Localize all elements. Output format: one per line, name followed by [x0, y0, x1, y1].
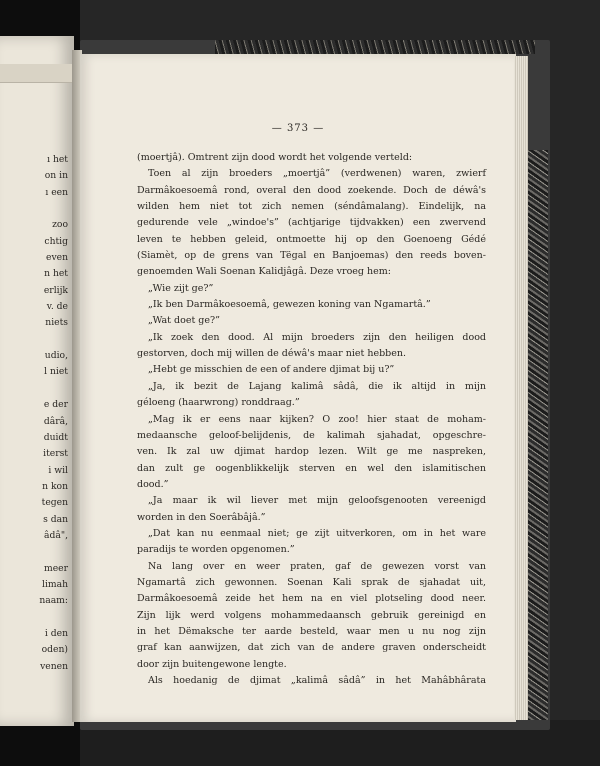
left-page-line: zoo — [52, 219, 68, 231]
left-page-line: i den — [44, 627, 68, 639]
left-page-line — [0, 381, 68, 397]
text-line: „Wat doet ge?” — [148, 315, 220, 327]
left-page-line: i wil — [48, 464, 68, 476]
left-page-line: venen — [40, 660, 68, 672]
left-page-line — [0, 544, 68, 560]
left-page-line: niets — [45, 317, 68, 329]
marbled-edge-top — [215, 40, 535, 54]
text-line: paradijs te worden opgenomen.” — [137, 544, 295, 556]
left-page-line: duidt — [43, 431, 68, 443]
left-page-line: n het — [44, 268, 68, 280]
left-page-line — [0, 610, 68, 626]
text-line: wilden hem niet tot zich nemen (séndâmalang). Eindelijk, na — [137, 201, 486, 213]
text-line: Ngamartâ zich gewonnen. Soenan Kali sprak de sjahadat uit, — [137, 576, 486, 588]
text-line: Na lang over en weer praten, gaf de gewezen vorst van — [148, 560, 486, 572]
text-line: géloeng (haarwrong) ronddraag.” — [137, 397, 300, 409]
left-page-line: tegen — [41, 497, 68, 509]
text-line: (Siamèt, op de grens van Tëgal en Banjoemas) den reeds boven- — [137, 250, 486, 262]
text-line: „Mag ik er eens naar kijken? O zoo! hier staat de moham- — [148, 413, 486, 425]
text-line: worden in den Soerâbâjâ.” — [137, 511, 266, 523]
left-page-line: s dan — [43, 513, 68, 525]
text-line: leven te hebben geleid, ontmoette hij op den Goenoeng Gédé — [137, 233, 486, 245]
text-line: Zijn lijk werd volgens mohammedaansch gebruik gereinigd en — [137, 609, 486, 621]
left-page-line: l niet — [44, 366, 68, 378]
left-page-text — [0, 152, 68, 675]
text-line: „Hebt ge misschien de een of andere djimat bij u?” — [148, 364, 395, 376]
left-page-line: limah — [42, 578, 68, 590]
text-line: „Ik zoek den dood. Al mijn broeders zijn den heiligen dood — [148, 331, 486, 343]
text-line: Darmâkoesoemâ zeide het hem na en viel plotseling dood neer. — [137, 593, 486, 605]
left-page-line: âdâ", — [44, 529, 68, 541]
left-page-line: meer — [44, 562, 68, 574]
right-page — [80, 54, 516, 722]
page-edges — [514, 56, 528, 720]
left-page-line: ı het — [47, 154, 68, 165]
text-line: dan zult ge oogenblikkelijk sterven en wel den islamitischen — [137, 462, 486, 474]
text-line: ven. Ik zal uw djimat hardop lezen. Wilt ge me naspreken, — [137, 446, 486, 458]
page-body-text — [137, 150, 486, 689]
text-line: in het Dëmaksche ter aarde besteld, waar men u nu nog zijn — [137, 625, 486, 637]
text-line: Als hoedanig de djimat „kalimâ sâdâ” in het Mahâbhârata — [148, 675, 486, 686]
left-page-line: ı een — [45, 186, 68, 198]
text-line: „Ja, ik bezit de Lajang kalimâ sâdâ, die ik altijd in mijn — [148, 380, 486, 392]
text-line: Darmâkoesoemâ rond, overal den dood zoekende. Doch de déwâ's — [137, 184, 486, 196]
text-line: „Ik ben Darmâkoesoemâ, gewezen koning van Ngamartâ.” — [148, 299, 431, 311]
text-line: genoemden Wali Soenan Kalidjâgâ. Deze vroeg hem: — [137, 266, 391, 278]
left-page-top-edge — [0, 64, 74, 83]
text-line: Toen al zijn broeders „moertjâ” (verdwenen) waren, zwierf — [148, 168, 486, 180]
left-page-line: erlijk — [43, 284, 68, 296]
left-page-line: on in — [44, 170, 68, 182]
text-line: gedurende vele „windoe's” (achtjarige tijdvakken) een zwervend — [137, 217, 486, 229]
left-page-line — [0, 201, 68, 217]
left-page — [0, 36, 74, 726]
text-line: door zijn buitengewone lengte. — [137, 658, 287, 670]
left-page-line: chtig — [44, 235, 68, 247]
text-line: medaansche geloof-belijdenis, de kalimah sjahadat, opgeschre- — [137, 429, 486, 441]
left-page-line — [0, 332, 68, 348]
text-line: gestorven, doch mij willen de déwâ's maar niet hebben. — [137, 348, 406, 360]
text-line: graf kan aanwijzen, dat zich van de andere graven onderscheidt — [137, 642, 486, 654]
left-page-line: oden) — [41, 644, 68, 656]
left-page-line: n kon — [42, 480, 68, 492]
text-line: (moertjâ). Omtrent zijn dood wordt het volgende verteld: — [137, 152, 413, 163]
marbled-edge-right — [526, 150, 548, 720]
left-page-line: naam: — [39, 595, 68, 607]
left-page-line: even — [46, 252, 68, 264]
text-line: „Ja maar ik wil liever met mijn geloofsgenooten vereenigd — [148, 495, 486, 507]
left-page-line: v. de — [46, 301, 68, 313]
page-number: — 373 — — [271, 123, 325, 134]
text-line: „Dat kan nu eenmaal niet; ge zijt uitverkoren, om in het ware — [148, 527, 486, 539]
left-page-line: iterst — [43, 448, 68, 460]
left-page-line: dârâ, — [43, 415, 68, 427]
left-page-line: e der — [43, 399, 68, 411]
text-line: „Wie zijt ge?” — [148, 282, 214, 294]
text-line: dood.” — [137, 478, 169, 490]
left-page-line: udio, — [44, 350, 68, 362]
